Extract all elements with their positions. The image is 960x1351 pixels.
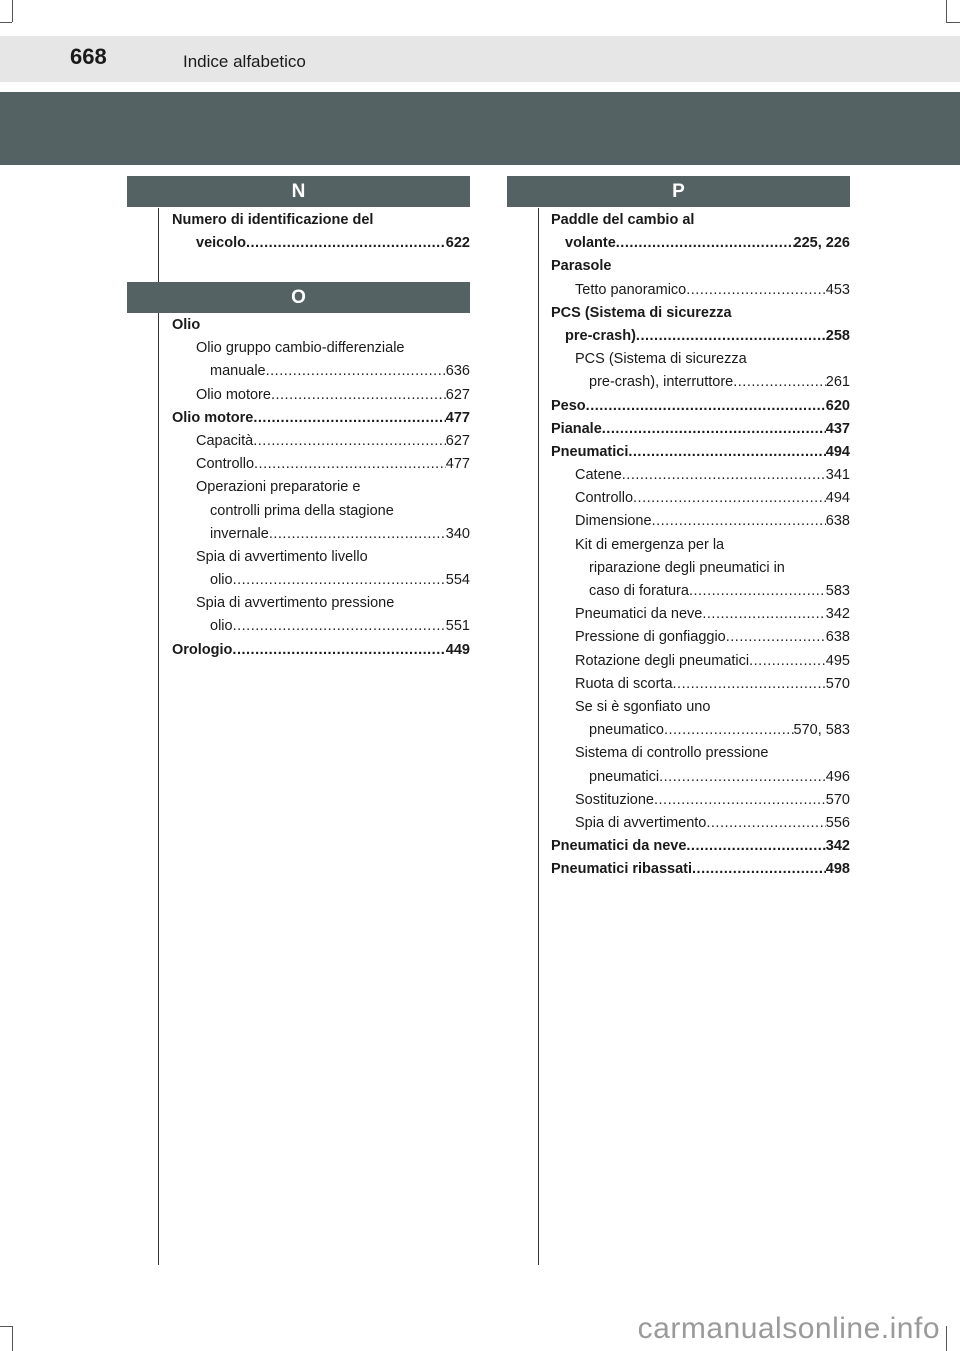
leader-dots: [726, 626, 826, 649]
entry-text: Tetto panoramico: [575, 281, 687, 298]
section-header-o: O: [127, 282, 470, 313]
entry-text: Olio gruppo cambio-differenziale: [196, 340, 405, 357]
index-entry[interactable]: [551, 395, 850, 418]
leader-dots: [673, 673, 826, 696]
index-entry[interactable]: [158, 592, 470, 615]
entry-page: 477: [445, 409, 470, 426]
leader-dots: [733, 371, 826, 394]
leader-dots: [633, 487, 826, 510]
entry-text: Olio: [172, 317, 201, 333]
entry-text: PCS (Sistema di sicurezza: [575, 351, 747, 368]
entry-page: 636: [445, 363, 470, 380]
entry-text: Controllo: [196, 456, 255, 473]
entry-text: Olio motore: [172, 409, 254, 426]
index-entry[interactable]: [551, 534, 850, 557]
crop-mark: [12, 0, 13, 22]
index-entry[interactable]: [158, 430, 470, 453]
index-entry[interactable]: [551, 418, 850, 441]
index-entry[interactable]: [551, 719, 850, 742]
index-entry[interactable]: [551, 603, 850, 626]
header-bar: [0, 36, 960, 82]
entry-text: Pressione di gonfiaggio: [575, 629, 726, 646]
index-entry[interactable]: [551, 302, 850, 325]
leader-dots: [233, 569, 446, 592]
entry-text: Pneumatici da neve: [575, 606, 703, 623]
index-entry[interactable]: [551, 487, 850, 510]
leader-dots: [622, 464, 826, 487]
crop-mark: [946, 1326, 947, 1351]
entry-page: 437: [825, 420, 850, 437]
index-entry[interactable]: [551, 557, 850, 580]
entry-text: pneumatico: [589, 722, 664, 739]
entry-page: 570: [825, 791, 850, 808]
leader-dots: [586, 395, 826, 418]
entry-page: 477: [445, 456, 470, 473]
entry-text: pneumatici: [589, 768, 660, 785]
index-entry[interactable]: [158, 407, 470, 430]
entry-text: Pneumatici ribassati: [551, 861, 693, 878]
entry-page: 449: [445, 641, 470, 658]
leader-dots: [692, 858, 826, 881]
leader-dots: [702, 603, 825, 626]
leader-dots: [602, 418, 826, 441]
entry-page: 556: [825, 814, 850, 831]
crop-mark: [12, 1326, 13, 1351]
page-title: Indice alfabetico: [183, 52, 306, 71]
crop-mark: [946, 0, 947, 22]
entry-text: Numero di identificazione del: [172, 212, 374, 228]
index-entry[interactable]: [551, 255, 850, 278]
index-entry[interactable]: [551, 464, 850, 487]
entry-text: Kit di emergenza per la: [575, 536, 725, 553]
index-entry[interactable]: [158, 500, 470, 523]
section-header-p: P: [507, 176, 850, 207]
index-entry[interactable]: [551, 696, 850, 719]
index-entry[interactable]: [551, 812, 850, 835]
index-entry[interactable]: [551, 835, 850, 858]
entry-text: Pneumatici da neve: [551, 838, 687, 855]
entry-page: 496: [825, 768, 850, 785]
index-entry[interactable]: [158, 209, 470, 232]
column-rule-right: [538, 208, 539, 1265]
index-entry[interactable]: [551, 232, 850, 255]
leader-dots: [636, 325, 826, 348]
section-header-n: N: [127, 176, 470, 207]
entry-text: veicolo: [196, 235, 246, 252]
entry-text: Pneumatici: [551, 443, 629, 460]
entry-page: 627: [445, 386, 470, 403]
index-entry[interactable]: [551, 441, 850, 464]
entry-page: 225, 226: [793, 235, 850, 252]
entry-page: 627: [445, 432, 470, 449]
entry-text: Controllo: [575, 490, 634, 507]
entry-text: Parasole: [551, 258, 612, 275]
index-entry[interactable]: [551, 209, 850, 232]
leader-dots: [269, 523, 446, 546]
watermark: carmanualsonline.info: [637, 1312, 940, 1345]
leader-dots: [253, 407, 445, 430]
entry-page: 340: [445, 525, 470, 542]
entry-page: 494: [825, 443, 850, 460]
index-entry[interactable]: [551, 789, 850, 812]
index-entry[interactable]: [551, 766, 850, 789]
entry-text: Spia di avvertimento: [575, 814, 707, 831]
leader-dots: [254, 453, 446, 476]
entry-text: Capacità: [196, 432, 254, 449]
leader-dots: [232, 639, 445, 662]
entry-text: Spia di avvertimento livello: [196, 548, 368, 565]
header-band: [0, 92, 960, 165]
index-entry[interactable]: [551, 371, 850, 394]
index-entry[interactable]: [158, 523, 470, 546]
index-entry[interactable]: [551, 325, 850, 348]
entry-text: invernale: [210, 525, 269, 542]
leader-dots: [689, 580, 826, 603]
index-entry[interactable]: [551, 650, 850, 673]
index-entry[interactable]: [158, 314, 470, 337]
entry-text: Ruota di scorta: [575, 675, 673, 692]
index-entry[interactable]: [158, 360, 470, 383]
leader-dots: [686, 279, 826, 302]
index-entry[interactable]: [551, 742, 850, 765]
index-entry[interactable]: [158, 232, 470, 255]
index-entry[interactable]: [158, 337, 470, 360]
leader-dots: [271, 384, 446, 407]
entry-text: riparazione degli pneumatici in: [589, 559, 785, 576]
entry-text: Sostituzione: [575, 791, 654, 808]
index-entry[interactable]: [551, 626, 850, 649]
entry-page: 341: [825, 467, 850, 484]
entry-page: 495: [825, 652, 850, 669]
leader-dots: [253, 430, 446, 453]
leader-dots: [749, 650, 826, 673]
entry-page: 620: [825, 397, 850, 414]
index-entry[interactable]: [158, 615, 470, 638]
index-entry[interactable]: [551, 858, 850, 881]
entry-page: 570, 583: [793, 722, 850, 739]
index-entry[interactable]: [551, 279, 850, 302]
index-entry[interactable]: [551, 580, 850, 603]
entry-text: controlli prima della stagione: [210, 502, 394, 519]
index-entry[interactable]: [158, 569, 470, 592]
entry-page: 554: [445, 572, 470, 589]
entry-page: 261: [825, 374, 850, 391]
entry-text: caso di foratura: [589, 583, 689, 599]
entry-page: 494: [825, 490, 850, 507]
entry-text: pre-crash): [565, 327, 636, 344]
entry-page: 638: [825, 629, 850, 646]
entry-text: olio: [210, 572, 233, 589]
entry-text: PCS (Sistema di sicurezza: [551, 304, 732, 321]
index-entry[interactable]: [158, 453, 470, 476]
entry-text: Orologio: [172, 641, 233, 658]
entry-page: 638: [825, 513, 850, 530]
leader-dots: [654, 789, 826, 812]
entry-page: 453: [825, 281, 850, 298]
entry-text: Catene: [575, 467, 622, 484]
leader-dots: [233, 615, 446, 638]
entry-page: 570: [825, 675, 850, 692]
entry-text: Spia di avvertimento pressione: [196, 595, 395, 612]
entry-text: Sistema di controllo pressione: [575, 745, 769, 762]
index-entry[interactable]: [158, 546, 470, 569]
leader-dots: [246, 232, 446, 255]
entry-text: pre-crash), interruttore: [589, 374, 734, 391]
leader-dots: [664, 719, 794, 742]
index-entry[interactable]: [551, 510, 850, 533]
index-list-n: [158, 209, 470, 255]
entry-text: Operazioni preparatorie e: [196, 479, 361, 496]
entry-text: Se si è sgonfiato uno: [575, 698, 711, 715]
leader-dots: [616, 232, 794, 255]
entry-page: 583: [825, 583, 850, 599]
entry-text: Rotazione degli pneumatici: [575, 652, 750, 669]
crop-mark: [946, 22, 960, 23]
entry-text: Pianale: [551, 420, 602, 437]
index-entry[interactable]: [158, 476, 470, 499]
crop-mark: [0, 1326, 12, 1327]
entry-text: olio: [210, 618, 233, 635]
index-entry[interactable]: [551, 673, 850, 696]
entry-text: Paddle del cambio al: [551, 212, 695, 228]
leader-dots: [266, 360, 446, 383]
entry-text: Peso: [551, 397, 586, 414]
index-entry[interactable]: [158, 639, 470, 662]
index-entry[interactable]: [551, 348, 850, 371]
leader-dots: [628, 441, 825, 464]
leader-dots: [659, 766, 826, 789]
entry-text: Dimensione: [575, 513, 652, 530]
index-list-o: [158, 314, 470, 662]
index-entry[interactable]: [158, 384, 470, 407]
entry-page: 498: [825, 861, 850, 878]
leader-dots: [652, 510, 826, 533]
entry-text: Olio motore: [196, 386, 271, 403]
entry-page: 258: [825, 327, 850, 344]
index-list-p: [551, 209, 850, 881]
entry-text: manuale: [210, 363, 266, 380]
leader-dots: [706, 812, 825, 835]
entry-page: 342: [825, 838, 850, 855]
entry-page: 342: [825, 606, 850, 623]
leader-dots: [686, 835, 825, 858]
entry-page: 622: [445, 235, 470, 252]
entry-text: volante: [565, 235, 616, 252]
crop-mark: [0, 22, 12, 23]
entry-page: 551: [445, 618, 470, 635]
page-number: 668: [70, 44, 107, 69]
